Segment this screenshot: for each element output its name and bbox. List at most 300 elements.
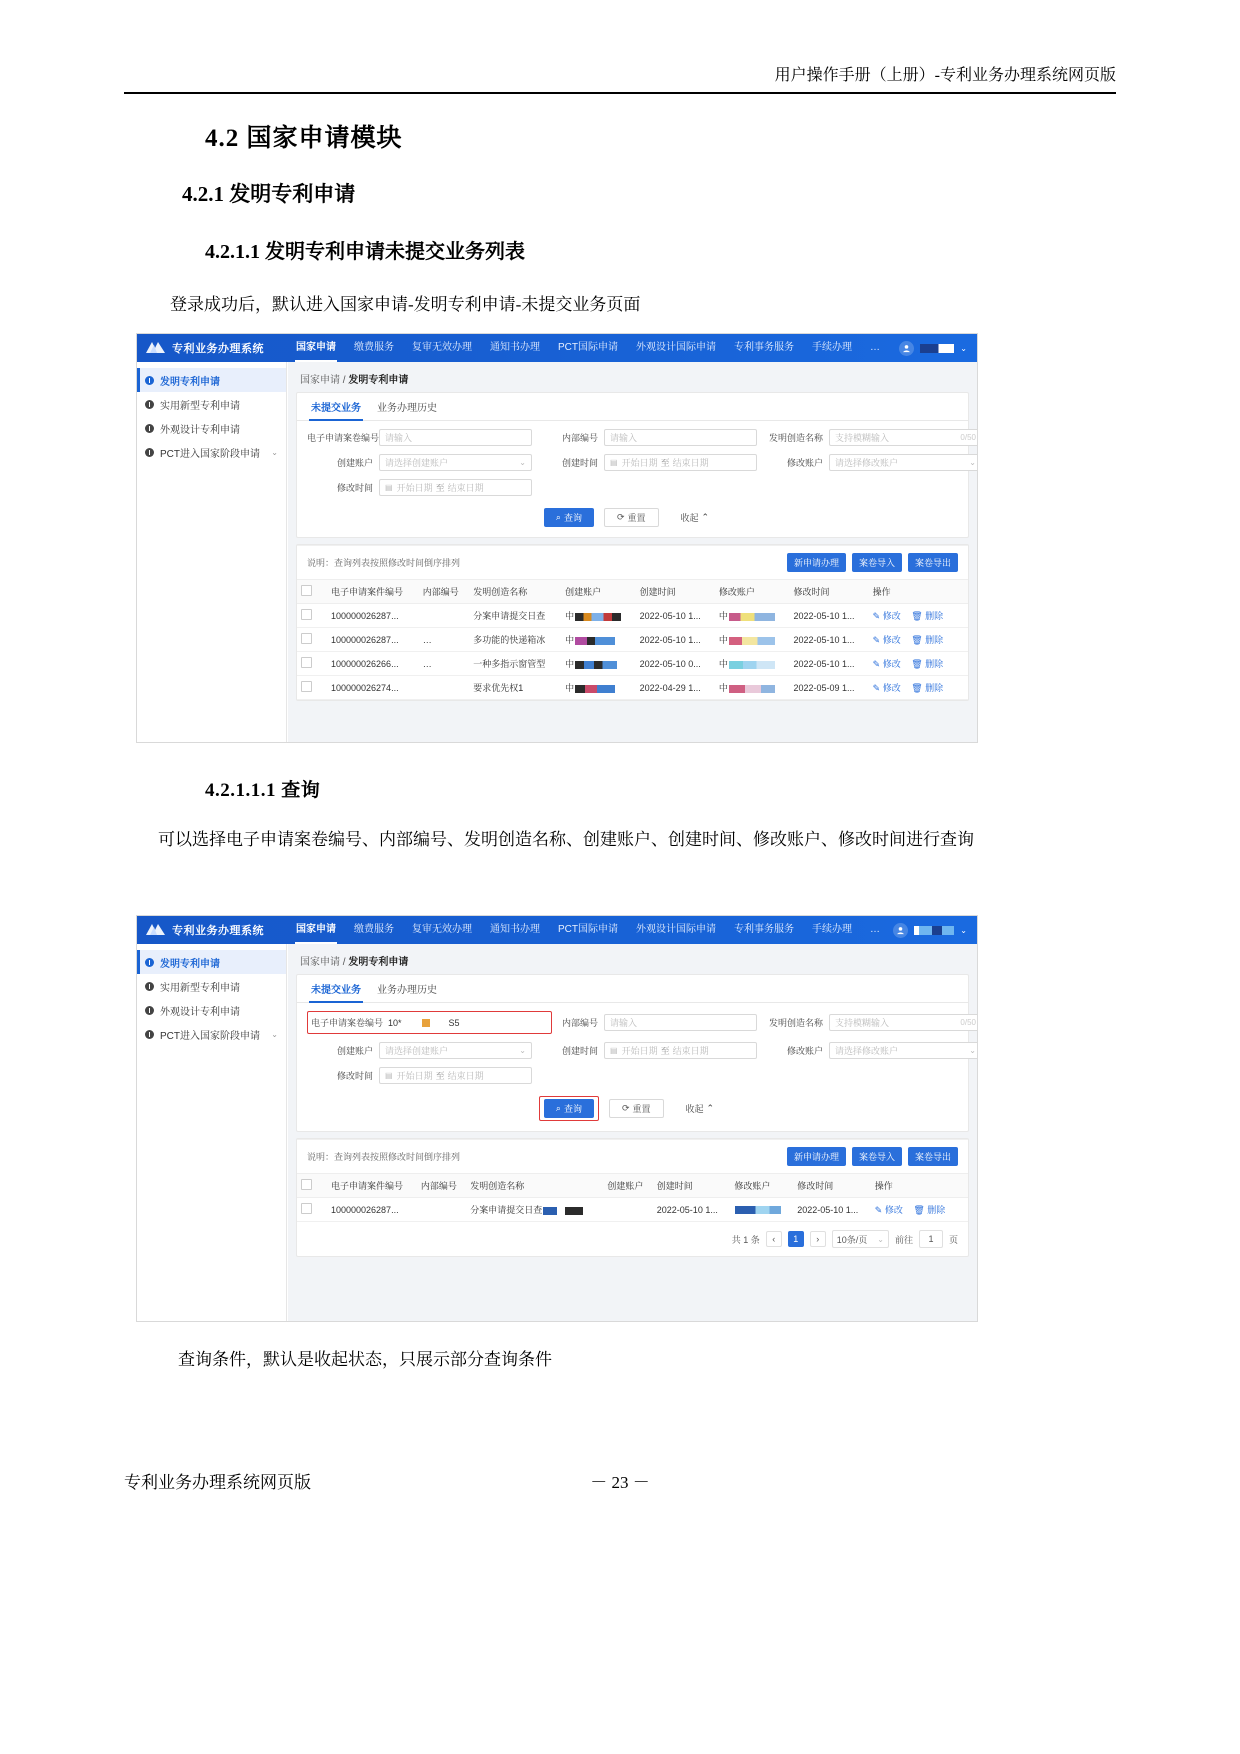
edit-label: 修改: [884, 1205, 903, 1215]
screenshot-search-highlight: [136, 915, 978, 1322]
collapse-button-label: 收起: [680, 513, 699, 523]
sidebar-item-design[interactable]: [137, 998, 286, 1022]
paragraph-1: 登录成功后，默认进入国家申请-发明专利申请-未提交业务页面: [170, 295, 641, 314]
date-range-separator: 至: [660, 1046, 670, 1056]
nav-item-design-intl[interactable]: 外观设计国际申请: [636, 924, 716, 935]
sidebar-item-pct-national[interactable]: [137, 440, 286, 464]
field-modify-user: [757, 1042, 977, 1059]
cell-modify-user: [715, 676, 790, 700]
nav-item-design-intl[interactable]: 外观设计国际申请: [636, 342, 716, 353]
column-inner-no: 内部编号: [417, 1174, 466, 1198]
chevron-down-icon: ⌄: [969, 458, 976, 467]
delete-label: 删除: [927, 1205, 946, 1215]
column-create-time: 创建时间: [636, 580, 715, 604]
sidebar-item-invention[interactable]: [137, 368, 286, 392]
top-right-area: [893, 923, 977, 938]
field-label: 内部编号: [561, 433, 598, 443]
breadcrumb-separator: /: [342, 375, 346, 386]
table-header-row: [297, 580, 968, 604]
top-nav: [287, 334, 899, 362]
search-button[interactable]: [544, 508, 594, 527]
username-redacted: [914, 926, 954, 935]
redacted-mask: [422, 1019, 448, 1027]
table-row[interactable]: [297, 604, 968, 628]
field-label: 内部编号: [561, 1018, 598, 1028]
export-button[interactable]: 案卷导出: [908, 553, 958, 572]
column-operation: 操作: [871, 1174, 968, 1198]
modify-user-text: 中: [718, 611, 728, 621]
app-brand: [137, 922, 287, 938]
user-avatar-icon[interactable]: [899, 341, 914, 356]
field-label: 发明创造名称: [768, 433, 823, 443]
pagination: [297, 1222, 968, 1256]
reset-button-label: 重置: [632, 1104, 651, 1114]
tool-buttons: [787, 553, 958, 572]
column-create-user: 创建账户: [561, 580, 636, 604]
field-label: 修改时间: [336, 483, 373, 493]
create-user-select[interactable]: [379, 454, 532, 471]
table-row[interactable]: [297, 652, 968, 676]
column-create-user: 创建账户: [603, 1174, 652, 1198]
form-row-2: [307, 1042, 976, 1059]
bullet-icon: [145, 376, 154, 385]
paragraph-2: 可以选择电子申请案卷编号、内部编号、发明创造名称、创建账户、创建时间、修改账户、修改时间进行查询: [158, 830, 974, 849]
form-row-3: [307, 479, 958, 496]
field-label: 创建时间: [561, 458, 598, 468]
end-date-placeholder: 结束日期: [672, 1046, 709, 1056]
chevron-down-icon[interactable]: ⌄: [271, 447, 278, 457]
sidebar-item-invention[interactable]: [137, 950, 286, 974]
create-time-range[interactable]: [604, 1042, 757, 1059]
breadcrumb: [296, 950, 969, 974]
app-brand-label: 专利业务办理系统: [172, 925, 264, 937]
row-checkbox[interactable]: [301, 657, 312, 668]
table-row[interactable]: [297, 676, 968, 700]
tab-unsubmitted[interactable]: 未提交业务: [303, 393, 369, 420]
nav-item-pct[interactable]: PCT国际申请: [558, 924, 618, 935]
search-icon: ⌕: [555, 512, 561, 522]
sidebar-item-label: PCT进入国家阶段申请: [160, 1030, 260, 1042]
date-range-separator: 至: [435, 483, 445, 493]
bullet-icon: [145, 424, 154, 433]
modify-time-range[interactable]: [379, 479, 532, 496]
nav-item-reexam[interactable]: 复审无效办理: [412, 924, 472, 935]
search-button[interactable]: [544, 1099, 594, 1118]
search-icon: ⌕: [555, 1103, 561, 1113]
field-label: 电子申请案卷编号: [307, 433, 380, 443]
user-avatar-icon[interactable]: [893, 923, 908, 938]
nav-item-patent-affairs[interactable]: 专利事务服务: [734, 924, 794, 935]
case-no-input[interactable]: [379, 429, 532, 446]
sidebar-item-utility[interactable]: [137, 974, 286, 998]
end-date-placeholder: 结束日期: [447, 1071, 484, 1081]
field-create-time: [532, 454, 757, 471]
cell-operation: [869, 604, 968, 628]
field-create-user: [307, 454, 532, 471]
field-invention-name: [757, 429, 977, 446]
column-inner-no: 内部编号: [419, 580, 469, 604]
import-button[interactable]: 案卷导入: [852, 553, 902, 572]
redacted-mask: [735, 1206, 781, 1214]
chevron-down-icon[interactable]: ⌄: [271, 1029, 278, 1039]
cell-create-user: [561, 604, 636, 628]
start-date-placeholder: 开始日期: [396, 483, 433, 493]
date-range-separator: 至: [660, 458, 670, 468]
placeholder: 请输入: [610, 433, 638, 443]
reset-button[interactable]: [609, 1099, 664, 1118]
collapse-button[interactable]: [669, 508, 722, 527]
next-page-button[interactable]: ›: [810, 1231, 826, 1247]
form-row-1: [307, 1011, 976, 1034]
column-operation: 操作: [869, 580, 968, 604]
total-count: 共 1 条: [731, 1234, 760, 1245]
cell-create-user: [561, 628, 636, 652]
bullet-icon: [145, 982, 154, 991]
cell-inner-no: [419, 604, 469, 628]
breadcrumb-parent[interactable]: 国家申请: [300, 375, 340, 386]
modify-user-select[interactable]: [829, 1042, 977, 1059]
invention-name-input[interactable]: [829, 1014, 977, 1031]
edit-label: 修改: [882, 683, 901, 693]
redacted-mask: [543, 1207, 583, 1215]
top-nav: [287, 916, 893, 944]
create-user-text: 中: [565, 611, 575, 621]
chevron-up-icon: ⌃: [706, 1103, 715, 1113]
redacted-mask: [729, 661, 775, 669]
field-label: 修改账户: [786, 458, 823, 468]
inner-no-input[interactable]: [604, 1014, 757, 1031]
edit-label: 修改: [882, 659, 901, 669]
case-no-input[interactable]: [383, 1014, 548, 1031]
placeholder: 请选择创建账户: [385, 1046, 449, 1056]
reset-button[interactable]: [604, 508, 659, 527]
logo-icon: [145, 922, 167, 938]
edit-label: 修改: [882, 611, 901, 621]
bullet-icon: [145, 1030, 154, 1039]
breadcrumb: [296, 368, 969, 392]
cell-modify-user: [715, 604, 790, 628]
result-table: [297, 579, 968, 700]
tip-bar: [297, 1139, 968, 1173]
field-case-no: [307, 429, 532, 446]
sidebar-item-label: PCT进入国家阶段申请: [160, 448, 260, 460]
import-button[interactable]: 案卷导入: [852, 1147, 902, 1166]
cell-invention: 分案申请提交日查: [469, 604, 561, 628]
delete-action[interactable]: 🗑 删除: [911, 659, 944, 669]
sidebar-item-label: 实用新型专利申请: [160, 400, 240, 412]
field-label: 创建时间: [561, 1046, 598, 1056]
edit-action[interactable]: ✎ 修改: [872, 683, 901, 693]
row-checkbox-cell: [297, 628, 327, 652]
tip-text: 说明：查询列表按照修改时间倒序排列: [307, 1152, 461, 1162]
sidebar-item-label: 发明专利申请: [160, 376, 220, 388]
goto-page-input[interactable]: 1: [919, 1230, 943, 1248]
field-modify-time: [307, 1067, 532, 1084]
modify-time-range[interactable]: [379, 1067, 532, 1084]
chevron-down-icon: ⌄: [519, 1046, 526, 1055]
cell-invention: 一种多指示窗管型: [469, 652, 561, 676]
placeholder: 支持模糊输入: [835, 433, 890, 443]
delete-action[interactable]: 🗑 删除: [911, 635, 944, 645]
table-row[interactable]: [297, 1198, 968, 1222]
export-button[interactable]: 案卷导出: [908, 1147, 958, 1166]
end-date-placeholder: 结束日期: [672, 458, 709, 468]
chevron-down-icon: ⌄: [877, 1234, 884, 1244]
row-checkbox-cell: [297, 652, 327, 676]
cell-modify-time: 2022-05-09 1...: [789, 676, 868, 700]
sidebar-item-utility[interactable]: [137, 392, 286, 416]
modify-user-text: 中: [718, 659, 728, 669]
create-user-text: 中: [565, 635, 575, 645]
calendar-icon: ▤: [610, 458, 618, 467]
heading-2: 4.2.1 发明专利申请: [182, 182, 356, 206]
field-case-no-highlighted: [307, 1011, 552, 1034]
sidebar-item-label: 实用新型专利申请: [160, 982, 240, 994]
invention-name-input[interactable]: [829, 429, 977, 446]
nav-item-fee[interactable]: 缴费服务: [354, 924, 394, 935]
cell-case-no: 100000026287...: [327, 604, 419, 628]
new-application-button[interactable]: 新申请办理: [787, 1147, 846, 1166]
chevron-down-icon[interactable]: ⌄: [960, 925, 967, 935]
field-label: 创建账户: [336, 1046, 373, 1056]
column-modify-time: 修改时间: [793, 1174, 871, 1198]
running-head: 用户操作手册（上册）-专利业务办理系统网页版: [774, 67, 1116, 84]
main-content: [288, 362, 977, 742]
select-all-checkbox[interactable]: [301, 585, 312, 596]
nav-item-more[interactable]: …: [870, 342, 880, 353]
cell-modify-time: 2022-05-10 1...: [789, 604, 868, 628]
create-user-text: 中: [565, 659, 575, 669]
collapse-button[interactable]: [674, 1099, 727, 1118]
breadcrumb-current: 发明专利申请: [348, 957, 409, 968]
search-panel: [296, 974, 976, 1132]
search-button-row: [297, 1094, 968, 1131]
sidebar-item-label: 外观设计专利申请: [160, 1006, 240, 1018]
row-checkbox[interactable]: [301, 1203, 312, 1214]
nav-item-procedures[interactable]: 手续办理: [812, 924, 852, 935]
field-create-user: [307, 1042, 532, 1059]
case-no-value-2: S5: [448, 1017, 460, 1028]
field-label: 电子申请案卷编号: [311, 1018, 384, 1028]
top-right-area: [899, 341, 977, 356]
bullet-icon: [145, 400, 154, 409]
field-inner-no: [532, 429, 757, 446]
page-number-1[interactable]: 1: [788, 1231, 804, 1247]
field-inner-no: [532, 1014, 757, 1031]
cell-create-user: [603, 1198, 652, 1222]
edit-label: 修改: [882, 635, 901, 645]
nav-item-more[interactable]: …: [870, 924, 880, 935]
delete-action[interactable]: 🗑 删除: [913, 1205, 946, 1215]
redacted-mask: [575, 637, 615, 645]
app-brand-label: 专利业务办理系统: [172, 343, 264, 355]
edit-action[interactable]: ✎ 修改: [872, 659, 901, 669]
column-case-no: 电子申请案件编号: [327, 580, 419, 604]
logo-icon: [145, 340, 167, 356]
breadcrumb-parent[interactable]: 国家申请: [300, 957, 340, 968]
placeholder: 请输入: [385, 433, 413, 443]
nav-item-patent-affairs[interactable]: 专利事务服务: [734, 342, 794, 353]
sidebar-item-label: 发明专利申请: [160, 958, 220, 970]
cell-invention: [466, 1198, 603, 1222]
redacted-mask: [729, 613, 775, 621]
new-application-button[interactable]: 新申请办理: [787, 553, 846, 572]
cell-operation: [869, 628, 968, 652]
cell-operation: [869, 676, 968, 700]
edit-action[interactable]: ✎ 修改: [874, 1205, 903, 1215]
cell-modify-user: [715, 652, 790, 676]
column-invention: 发明创造名称: [466, 1174, 603, 1198]
nav-item-pct[interactable]: PCT国际申请: [558, 342, 618, 353]
cell-modify-time: 2022-05-10 1...: [789, 628, 868, 652]
sidebar: [137, 944, 287, 1321]
redacted-mask: [729, 685, 775, 693]
end-date-placeholder: 结束日期: [447, 483, 484, 493]
form-row-1: [307, 429, 976, 446]
row-checkbox-cell: [297, 676, 327, 700]
field-invention-name: [757, 1014, 977, 1031]
cell-create-user: [561, 652, 636, 676]
column-modify-user: 修改账户: [730, 1174, 793, 1198]
calendar-icon: ▤: [385, 483, 393, 492]
tip-bar: [297, 545, 968, 579]
tab-history[interactable]: 业务办理历史: [377, 403, 437, 414]
result-panel: [296, 544, 969, 701]
delete-label: 删除: [925, 635, 944, 645]
cell-inner-no: …: [419, 628, 469, 652]
tool-buttons: [787, 1147, 958, 1166]
select-all-checkbox[interactable]: [301, 1179, 312, 1190]
redacted-mask: [575, 661, 617, 669]
bullet-icon: [145, 1006, 154, 1015]
edit-action[interactable]: ✎ 修改: [872, 635, 901, 645]
chevron-down-icon: ⌄: [969, 1046, 976, 1055]
row-checkbox[interactable]: [301, 681, 312, 692]
nav-item-fee[interactable]: 缴费服务: [354, 342, 394, 353]
nav-item-notice[interactable]: 通知书办理: [490, 342, 540, 353]
cell-inner-no: …: [419, 652, 469, 676]
cell-case-no: 100000026287...: [327, 1198, 417, 1222]
field-label: 修改账户: [786, 1046, 823, 1056]
column-create-time: 创建时间: [653, 1174, 731, 1198]
cell-case-no: 100000026274...: [327, 676, 419, 700]
search-form: [297, 1003, 976, 1094]
tab-bar: [297, 975, 968, 1003]
search-button-label: 查询: [563, 513, 582, 523]
bullet-icon: [145, 958, 154, 967]
cell-invention: 要求优先权1: [469, 676, 561, 700]
screenshot-unsubmitted-list: [136, 333, 978, 743]
delete-label: 删除: [925, 659, 944, 669]
cell-inner-no: [417, 1198, 466, 1222]
chevron-down-icon[interactable]: ⌄: [960, 343, 967, 353]
cell-create-time: 2022-05-10 1...: [653, 1198, 731, 1222]
main-content: [288, 944, 977, 1321]
delete-action[interactable]: 🗑 删除: [911, 611, 944, 621]
cell-create-time: 2022-04-29 1...: [636, 676, 715, 700]
redacted-mask: [575, 685, 615, 693]
select-all-header: [297, 1174, 327, 1198]
cell-modify-time: 2022-05-10 1...: [789, 652, 868, 676]
inner-no-input[interactable]: [604, 429, 757, 446]
delete-label: 删除: [925, 683, 944, 693]
delete-action[interactable]: 🗑 删除: [911, 683, 944, 693]
nav-item-procedures[interactable]: 手续办理: [812, 342, 852, 353]
delete-label: 删除: [925, 611, 944, 621]
create-user-select[interactable]: [379, 1042, 532, 1059]
table-row[interactable]: [297, 628, 968, 652]
column-invention: 发明创造名称: [469, 580, 561, 604]
goto-label: 前往: [894, 1234, 913, 1245]
cell-operation: [869, 652, 968, 676]
app-topbar: [137, 334, 977, 362]
edit-action[interactable]: ✎ 修改: [872, 611, 901, 621]
field-modify-user: [757, 454, 977, 471]
date-range-separator: 至: [435, 1071, 445, 1081]
sidebar: [137, 362, 287, 742]
goto-unit: 页: [948, 1234, 958, 1245]
nav-item-notice[interactable]: 通知书办理: [490, 924, 540, 935]
redacted-mask: [575, 613, 621, 621]
breadcrumb-current: 发明专利申请: [348, 375, 409, 386]
modify-user-text: 中: [718, 683, 728, 693]
tab-history[interactable]: 业务办理历史: [377, 985, 437, 996]
cell-inner-no: [419, 676, 469, 700]
sidebar-item-design[interactable]: [137, 416, 286, 440]
row-checkbox[interactable]: [301, 609, 312, 620]
field-modify-time: [307, 479, 532, 496]
row-checkbox-cell: [297, 604, 327, 628]
tab-unsubmitted[interactable]: 未提交业务: [303, 975, 369, 1002]
cell-modify-time: 2022-05-10 1...: [793, 1198, 871, 1222]
tip-text: 说明：查询列表按照修改时间倒序排列: [307, 558, 461, 568]
create-time-range[interactable]: [604, 454, 757, 471]
create-user-text: 中: [565, 683, 575, 693]
field-label: 创建账户: [336, 458, 373, 468]
row-checkbox[interactable]: [301, 633, 312, 644]
search-button-label: 查询: [563, 1104, 582, 1114]
cell-create-user: [561, 676, 636, 700]
page-size-select[interactable]: [832, 1230, 889, 1248]
case-no-value: 10*: [388, 1017, 402, 1028]
breadcrumb-separator: /: [342, 957, 346, 968]
tab-bar: [297, 393, 968, 421]
nav-item-national[interactable]: 国家申请: [287, 916, 345, 944]
modify-user-select[interactable]: [829, 454, 977, 471]
column-case-no: 电子申请案件编号: [327, 1174, 417, 1198]
cell-invention: 多功能的快递箱冰: [469, 628, 561, 652]
app-topbar: [137, 916, 977, 944]
refresh-icon: ⟳: [616, 512, 625, 522]
app-brand: [137, 340, 287, 356]
bullet-icon: [145, 448, 154, 457]
char-counter: 0/50: [960, 433, 976, 442]
placeholder: 请输入: [610, 1018, 638, 1028]
prev-page-button[interactable]: ‹: [766, 1231, 782, 1247]
nav-item-national[interactable]: 国家申请: [287, 334, 345, 362]
search-button-row: [297, 506, 968, 537]
form-row-2: [307, 454, 976, 471]
invention-text: 分案申请提交日查: [470, 1205, 543, 1215]
refresh-icon: ⟳: [621, 1103, 630, 1113]
nav-item-reexam[interactable]: 复审无效办理: [412, 342, 472, 353]
chevron-down-icon: ⌄: [519, 458, 526, 467]
field-create-time: [532, 1042, 757, 1059]
start-date-placeholder: 开始日期: [396, 1071, 433, 1081]
sidebar-item-pct-national[interactable]: [137, 1022, 286, 1046]
reset-button-label: 重置: [627, 513, 646, 523]
calendar-icon: ▤: [385, 1071, 393, 1080]
